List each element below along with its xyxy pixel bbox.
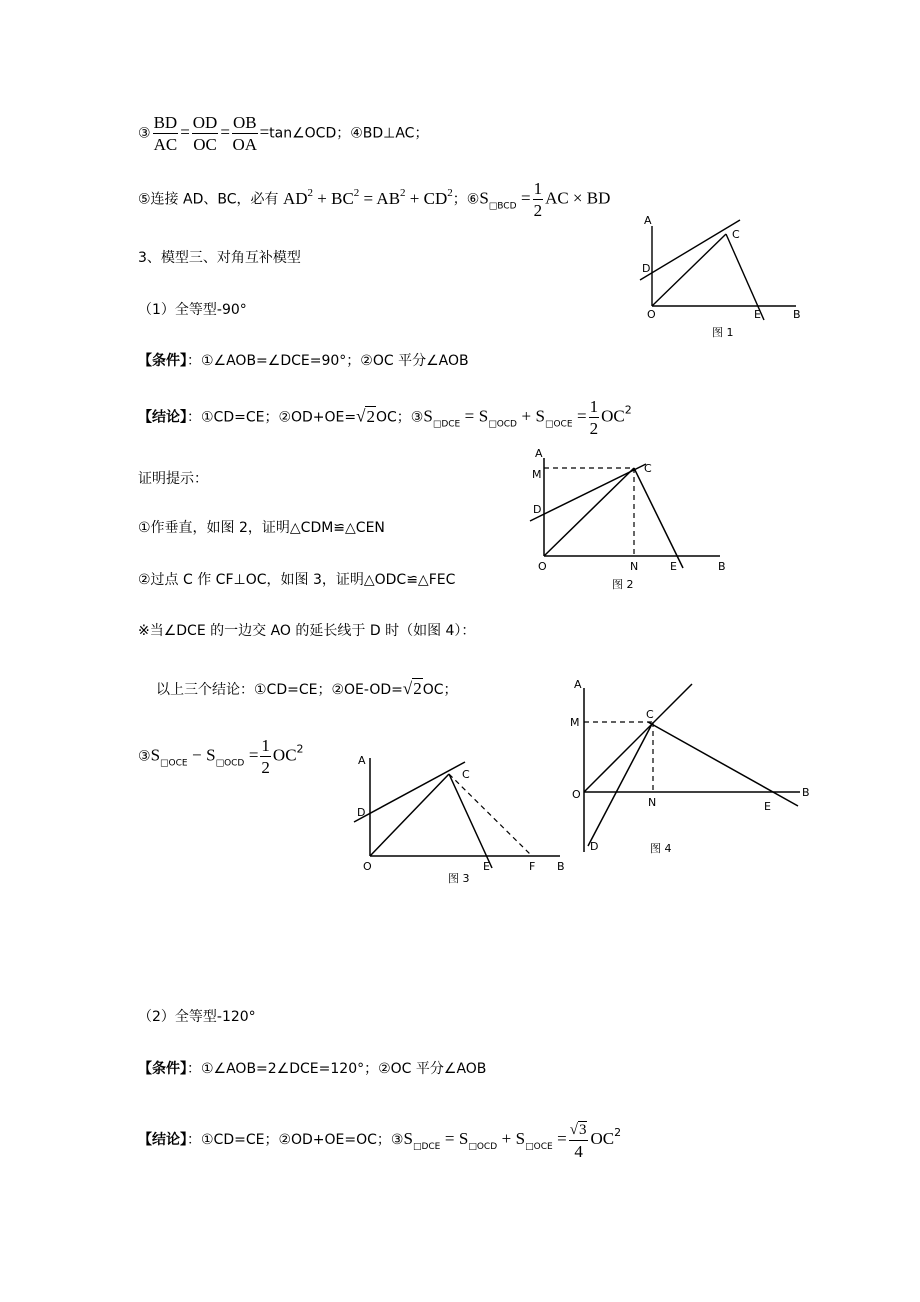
section-title: 3、模型三、对角互补模型 (138, 250, 301, 266)
label-e: E (754, 308, 761, 321)
label-a: A (574, 678, 582, 691)
label-m: M (532, 468, 542, 481)
label-f: F (529, 860, 536, 873)
circled-3: ③ (138, 125, 151, 142)
ratio-line: ③ $\frac{BD}{AC}$ = $\frac{OD}{OC}$ = $\frac{OB}{OA}$ =tan∠OCD；④BD⊥AC； (138, 113, 429, 154)
condition-120: 【条件】：①∠AOB=2∠DCE=120°；②OC 平分∠AOB (138, 1061, 487, 1077)
figure-2 (528, 444, 738, 594)
figure-4 (568, 674, 818, 864)
label-e: E (764, 800, 771, 813)
label-n: N (648, 796, 657, 809)
label-o: O (363, 860, 372, 873)
fraction-od-oc: $\frac{OD}{OC}$ (192, 113, 218, 154)
subsection-120: （2）全等型-120° (138, 1009, 256, 1025)
label-m: M (570, 716, 580, 729)
fig2-caption: 图 2 (612, 578, 634, 591)
label-a: A (358, 754, 366, 767)
fraction-bd-ac: $\frac{BD}{AC}$ (153, 113, 178, 154)
label-c: C (732, 228, 740, 241)
label-o: O (538, 560, 547, 573)
label-o: O (572, 788, 581, 801)
label-e: E (483, 860, 490, 873)
conclusion-90: 【结论】：①CD=CE；②OD+OE=√2OC；$③S_{□DCE} = S_{□OCD} + S_{□OCE}$ = $\frac{1}{2}$ $OC^2$ (138, 397, 632, 438)
subsection-90: （1）全等型-90° (138, 302, 247, 318)
condition-90: 【条件】：①∠AOB=∠DCE=90°；②OC 平分∠AOB (138, 353, 469, 369)
label-c: C (646, 708, 654, 721)
label-c: C (644, 462, 652, 475)
figure-3 (352, 750, 572, 890)
label-b: B (793, 308, 801, 321)
label-d: D (533, 503, 542, 516)
label-n: N (630, 560, 639, 573)
fraction-ob-oa: $\frac{OB}{OA}$ (232, 113, 258, 154)
hint-1: ①作垂直，如图 2，证明△CDM≌△CEN (138, 520, 385, 536)
note-conclusion-3: $③S_{□OCE} - S_{□OCD}$ = $\frac{1}{2}$ $OC^2$ (138, 736, 304, 777)
conclusion-120: 【结论】：①CD=CE；②OD+OE=OC；$③S_{□DCE} = S_{□OCD} + S_{□OCE}$ = $\frac{√3}{4}$ $OC^2$ (138, 1122, 622, 1161)
label-o: O (647, 308, 656, 321)
fig3-caption: 图 3 (448, 872, 470, 885)
note-conclusion: 以上三个结论：①CD=CE；②OE-OD=√2OC； (156, 679, 458, 698)
label-d: D (590, 840, 599, 853)
note-extension: ※当∠DCE 的一边交 AO 的延长线于 D 时（如图 4）： (138, 623, 476, 639)
area-line: ⑤连接 AD、BC，必有 $AD^2 + BC^2 = AB^2 + CD^2$；$⑥S_{□BCD}$ = $\frac{1}{2}$ AC × BD (138, 179, 611, 220)
label-e: E (670, 560, 677, 573)
label-b: B (802, 786, 810, 799)
label-a: A (644, 214, 652, 227)
label-b: B (718, 560, 726, 573)
fig1-caption: 图 1 (712, 326, 734, 339)
label-b: B (557, 860, 565, 873)
fig4-caption: 图 4 (650, 842, 672, 855)
label-a: A (535, 447, 543, 460)
ratio-tail: tan∠OCD；④BD⊥AC； (269, 125, 429, 142)
label-c: C (462, 768, 470, 781)
hint-title: 证明提示： (138, 471, 208, 487)
label-d: D (357, 806, 366, 819)
fraction-half: $\frac{1}{2}$ (533, 179, 543, 220)
label-d: D (642, 262, 651, 275)
hint-2: ②过点 C 作 CF⊥OC，如图 3，证明△ODC≌△FEC (138, 572, 456, 588)
figure-1 (636, 214, 811, 344)
